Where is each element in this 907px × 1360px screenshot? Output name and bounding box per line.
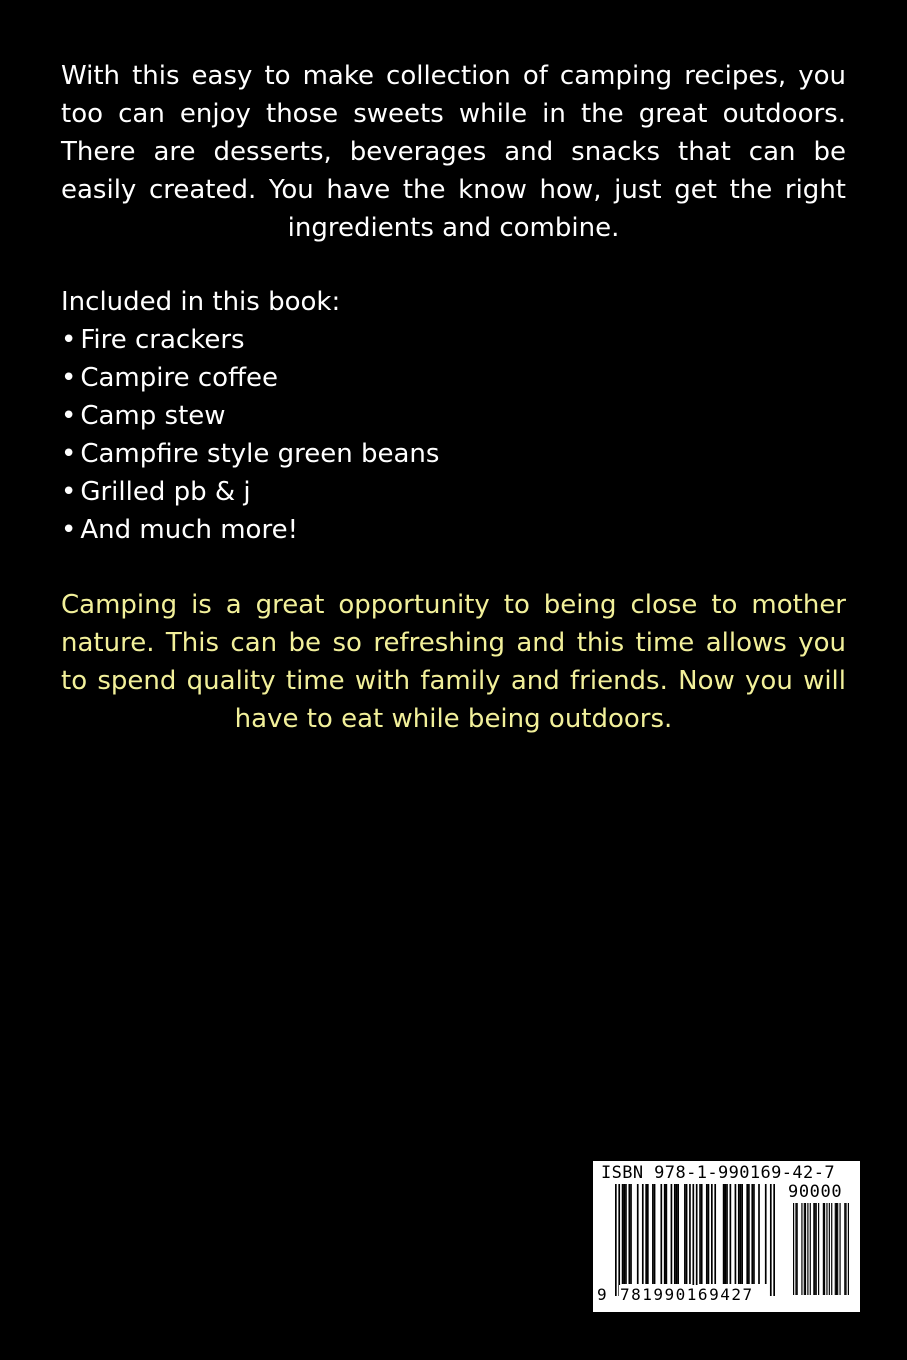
addon-bar	[801, 1203, 802, 1295]
barcode-bar	[738, 1184, 740, 1284]
barcode-bar	[686, 1184, 688, 1284]
barcode-bar	[664, 1184, 666, 1284]
barcode-bar	[666, 1184, 668, 1284]
barcode-bar	[699, 1184, 701, 1284]
barcode-guard-bar	[618, 1184, 620, 1296]
addon-bar	[804, 1203, 805, 1295]
addon-bar	[793, 1203, 794, 1295]
barcode-bar	[735, 1184, 737, 1284]
barcode-bar	[746, 1184, 748, 1284]
addon-bar	[823, 1203, 824, 1295]
barcode-bar	[676, 1184, 678, 1284]
list-item	[61, 359, 846, 397]
addon-bar	[810, 1203, 811, 1295]
addon-bar	[814, 1203, 815, 1295]
barcode-digits: 781990169427	[620, 1285, 754, 1304]
addon-bar	[813, 1203, 814, 1295]
addon-bar	[826, 1203, 827, 1295]
barcode-bar	[701, 1184, 703, 1284]
list-item-label: Fire crackers	[80, 325, 245, 355]
barcode-bar	[765, 1184, 767, 1284]
addon-bar	[824, 1203, 825, 1295]
barcode-guard-bar	[615, 1184, 617, 1296]
addon-bar	[848, 1203, 849, 1295]
list-item	[61, 321, 846, 359]
barcode-bar	[753, 1184, 755, 1284]
list-item-label: Campfire style green beans	[80, 439, 440, 469]
barcode-bar	[740, 1184, 742, 1284]
barcode-bar	[726, 1184, 728, 1284]
barcode-bar	[642, 1184, 644, 1284]
addon-bar	[805, 1203, 806, 1295]
list-item	[61, 511, 846, 549]
bullet-icon: •	[61, 439, 77, 469]
barcode-bar	[748, 1184, 750, 1284]
barcode-guard-bar	[692, 1184, 694, 1296]
barcode-bar	[637, 1184, 639, 1284]
barcode-bar	[751, 1184, 753, 1284]
list-item-label: Grilled pb & j	[80, 477, 251, 507]
barcode-bar	[689, 1184, 691, 1284]
list-item-label: Campire coffee	[80, 363, 278, 393]
barcode-bar	[625, 1184, 627, 1284]
addon-barcode-bars	[793, 1203, 853, 1303]
list-item-label: Camp stew	[80, 401, 226, 431]
list-item	[61, 397, 846, 435]
addon-bar	[818, 1203, 819, 1295]
addon-bar	[837, 1203, 838, 1295]
barcode-guard-bar	[773, 1184, 775, 1296]
barcode-bar	[630, 1184, 632, 1284]
addon-bar	[835, 1203, 836, 1295]
addon-bar	[795, 1203, 796, 1295]
bullet-icon: •	[61, 515, 77, 545]
addon-bar	[844, 1203, 845, 1295]
barcode-bar	[647, 1184, 649, 1284]
addon-bar	[839, 1203, 840, 1295]
barcode-bar	[674, 1184, 676, 1284]
addon-bar	[797, 1203, 798, 1295]
barcode-bar	[645, 1184, 647, 1284]
closing-paragraph: Camping is a great opportunity to being close to mother nature. This can be so refreshing and this time allows you to spend quality time with family and friends. Now you will have to eat while being outdoors.	[61, 590, 846, 734]
bullet-icon: •	[61, 363, 77, 393]
barcode-bar	[730, 1184, 732, 1284]
barcode-bar	[684, 1184, 686, 1284]
bullet-icon: •	[61, 401, 77, 431]
barcode-bar	[706, 1184, 708, 1284]
barcode-guard-bar	[770, 1184, 772, 1296]
included-heading: Included in this book:	[61, 287, 341, 317]
barcode-bar	[714, 1184, 716, 1284]
barcode-first-digit: 9	[597, 1285, 607, 1304]
list-item	[61, 473, 846, 511]
bullet-icon: •	[61, 477, 77, 507]
barcode-bar	[724, 1184, 726, 1284]
barcode-bar	[677, 1184, 679, 1284]
list-item-label: And much more!	[80, 515, 298, 545]
barcode-guard-bar	[696, 1184, 698, 1296]
intro-paragraph: With this easy to make collection of camping recipes, you too can enjoy those sweets while in the great outdoors. There are desserts, beverages and snacks that can be easily created. You have the know how, just get the right ingredients and combine.	[61, 61, 846, 243]
barcode-bar	[654, 1184, 656, 1284]
barcode-bar	[671, 1184, 673, 1284]
barcode-bar	[758, 1184, 760, 1284]
barcode-bar	[622, 1184, 624, 1284]
price-code-label: 90000	[788, 1182, 843, 1202]
barcode-bar	[652, 1184, 654, 1284]
addon-bar	[831, 1203, 832, 1295]
barcode-bar	[708, 1184, 710, 1284]
isbn-barcode	[593, 1161, 860, 1312]
barcode-bar	[623, 1184, 625, 1284]
included-list-section	[61, 283, 846, 549]
barcode-bar	[723, 1184, 725, 1284]
addon-bar	[807, 1203, 808, 1295]
barcode-bar	[711, 1184, 713, 1284]
barcode-bar	[741, 1184, 743, 1284]
list-item	[61, 435, 846, 473]
bullet-icon: •	[61, 325, 77, 355]
isbn-label: ISBN 978-1-990169-42-7	[601, 1163, 835, 1183]
barcode-bar	[628, 1184, 630, 1284]
barcode-bar	[660, 1184, 662, 1284]
included-list	[61, 321, 846, 549]
addon-bar	[836, 1203, 837, 1295]
addon-bar	[816, 1203, 817, 1295]
addon-bar	[845, 1203, 846, 1295]
addon-bar	[829, 1203, 830, 1295]
